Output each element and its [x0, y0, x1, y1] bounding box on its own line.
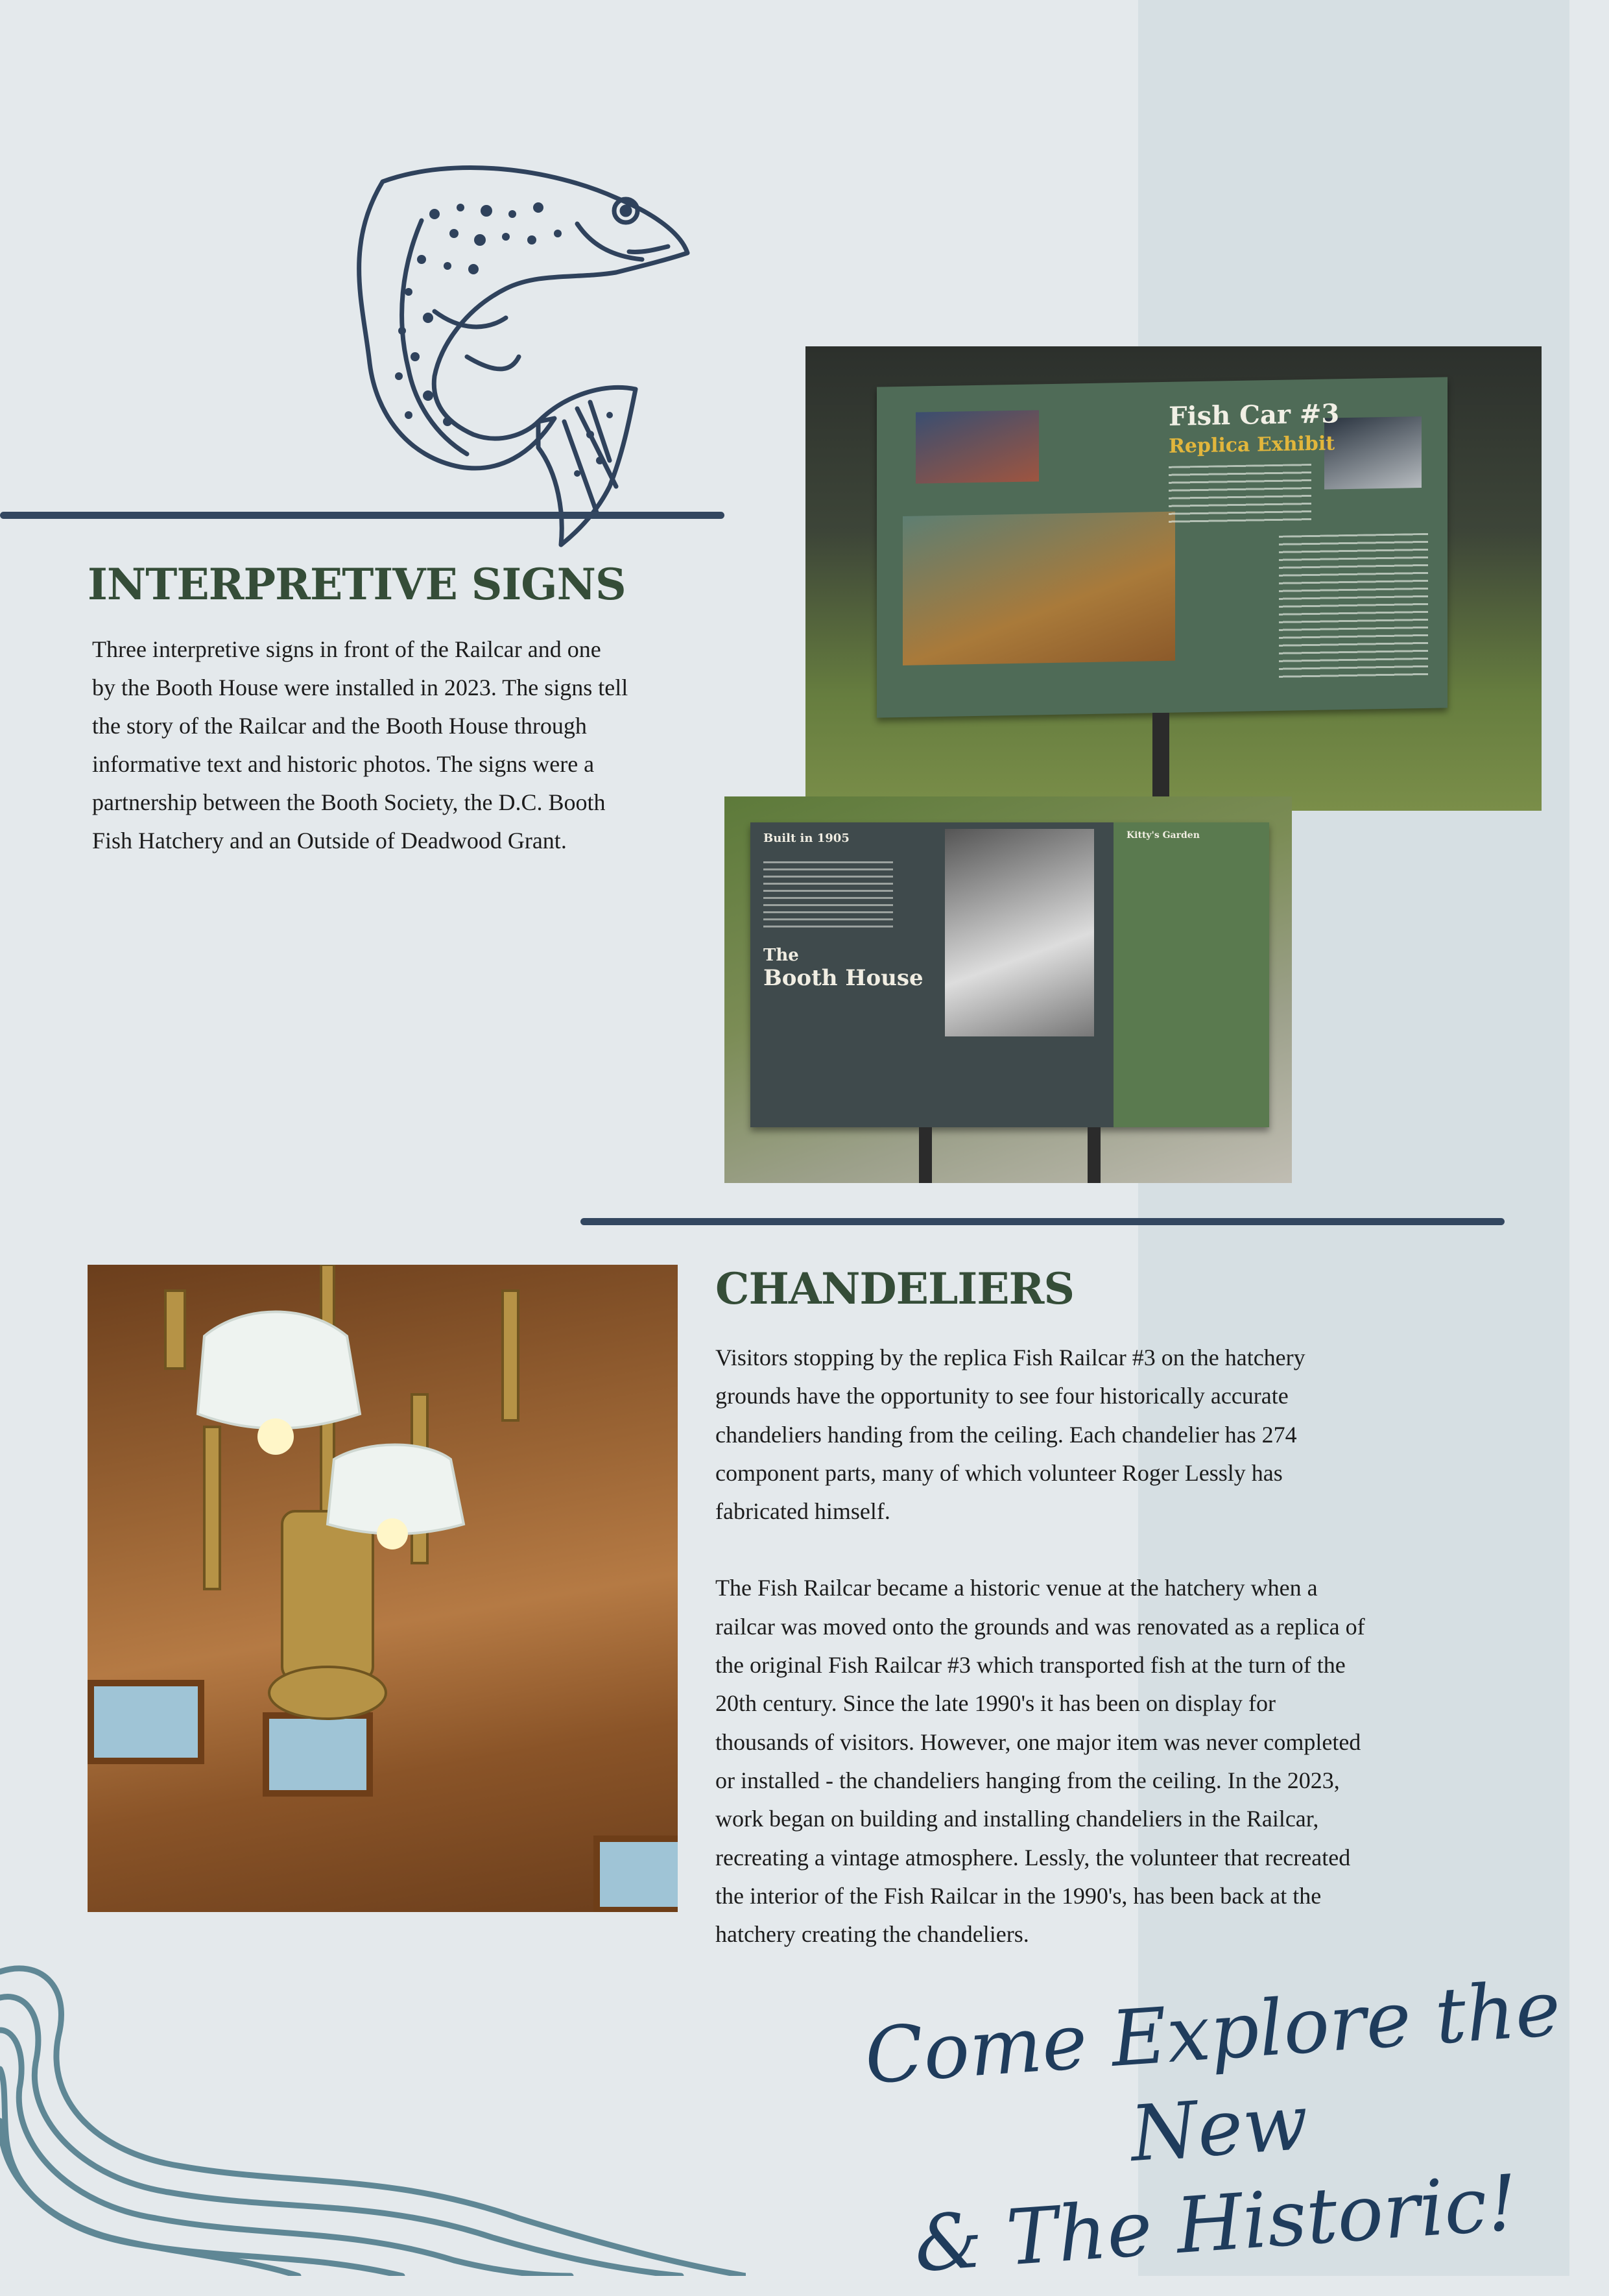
signs-paragraph: Three interpretive signs in front of the Railcar and one by the Booth House were installed in 2023. The signs tell the story of the Railcar and the Booth House through informative text and historic photos. The signs were a partnership between the Booth Society, the D.C. Booth Fish Hatchery and an Outside of Deadwood Grant.: [92, 636, 628, 854]
sign-post-left: [919, 1127, 932, 1183]
closing-line-1: Come Explore the New: [862, 1963, 1564, 2179]
signs-heading: INTERPRETIVE SIGNS: [88, 559, 626, 610]
signs-body-text: [92, 630, 708, 860]
chandelier-photo: [88, 1265, 678, 1912]
sign-title-small: The: [763, 946, 799, 965]
sign-photo-window: [916, 410, 1039, 483]
fish-car-sign-title: Fish Car #3: [1169, 398, 1340, 432]
sign-side-panel: [1114, 822, 1269, 1127]
leaping-trout-icon: [305, 162, 707, 564]
sign-text-lines: [1169, 464, 1311, 525]
sign-title: Booth House: [763, 965, 924, 991]
sign-photo-railcar: [903, 512, 1175, 665]
fish-car-sign-subtitle: Replica Exhibit: [1169, 432, 1335, 458]
middle-divider-rule: [580, 1218, 1505, 1225]
chandeliers-paragraph-1: Visitors stopping by the replica Fish Railcar #3 on the hatchery grounds have the opportunity to see four historically accurate chandeliers handing from the ceiling. Each chandelier has 274 component parts, many of which volunteer Roger Lessly has fabricated himself.: [715, 1345, 1305, 1525]
decorative-wave-lines: [0, 1959, 746, 2276]
chandeliers-paragraph-2: The Fish Railcar became a historic venue at the hatchery when a railcar was moved onto the grounds and was renovated as a replica of the original Fish Railcar #3 which transported fish at the turn of the 20th century. Since the late 1990's it has been on display for thousands of visitors. However, one major item was never completed or installed - the chandeliers hanging from the ceiling. In the 2023, work began on building and installing chandeliers in the Railcar, recreating a vintage atmosphere. Lessly, the volunteer that recreated the interior of the Fish Railcar in the 1990's, has been back at the hatchery creating the chandeliers.: [715, 1575, 1365, 1948]
sign-text-block: [763, 861, 893, 933]
chandelier-fixture: [88, 1265, 678, 1912]
chandeliers-heading: CHANDELIERS: [715, 1263, 1075, 1314]
sign-post-right: [1088, 1127, 1101, 1183]
sign-side-header: Kitty's Garden: [1126, 830, 1200, 841]
closing-tagline: [862, 1963, 1569, 2290]
booth-house-sign-board: [750, 822, 1269, 1127]
booth-house-sign-photo: [724, 796, 1292, 1183]
sign-kicker: Built in 1905: [763, 831, 850, 845]
fish-car-sign-board: [877, 377, 1448, 717]
top-divider-rule: [0, 512, 724, 519]
sign-text-lines-right: [1279, 533, 1428, 678]
sign-photo-portrait: [945, 829, 1094, 1036]
fish-car-sign-photo: [805, 346, 1542, 811]
chandeliers-body-text: [715, 1339, 1513, 1954]
closing-line-2: & The Historic!: [911, 2157, 1521, 2290]
